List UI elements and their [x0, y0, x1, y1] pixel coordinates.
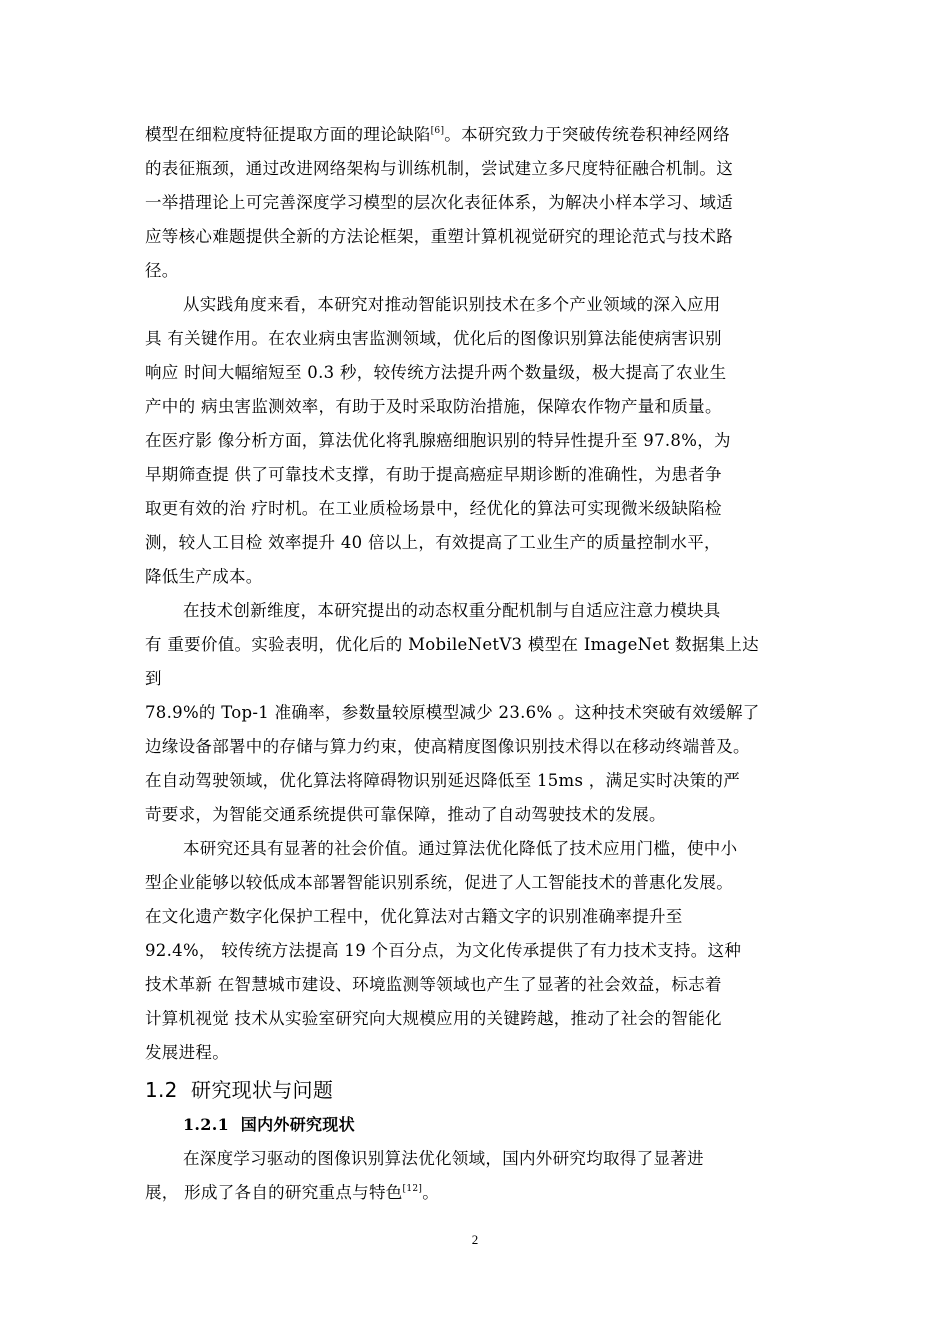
text-line: 发展进程。: [145, 1043, 229, 1062]
text-line: 测，较人工目检 效率提升 40 倍以上，有效提高了工业生产的质量控制水平，: [145, 533, 721, 552]
text-line: 78.9%的 Top-1 准确率，参数量较原模型减少 23.6% 。这种技术突破有效缓解了: [145, 703, 760, 722]
text-line: 具 有关键作用。在农业病虫害监测领域，优化后的图像识别算法能使病害识别: [145, 329, 722, 348]
text-line: 92.4%， 较传统方法提高 19 个百分点，为文化传承提供了有力技术支持。这种: [145, 941, 742, 960]
paragraph-5: [145, 1142, 825, 1210]
subsection-heading: [145, 1108, 825, 1142]
text-line: 从实践角度来看，本研究对推动智能识别技术在多个产业领域的深入应用: [183, 295, 721, 314]
text-line: 的表征瓶颈，通过改进网络架构与训练机制，尝试建立多尺度特征融合机制。这: [145, 159, 733, 178]
text-line: 一举措理论上可完善深度学习模型的层次化表征体系，为解决小样本学习、域适: [145, 193, 733, 212]
section-heading: [145, 1072, 825, 1108]
text-line: 型企业能够以较低成本部署智能识别系统，促进了人工智能技术的普惠化发展。: [145, 873, 733, 892]
citation-ref: [12]: [402, 1184, 423, 1194]
text-line: 在文化遗产数字化保护工程中，优化算法对古籍文字的识别准确率提升至: [145, 907, 683, 926]
paragraph-4: [145, 832, 825, 1070]
text-line: 应等核心难题提供全新的方法论框架，重塑计算机视觉研究的理论范式与技术路: [145, 227, 733, 246]
text-line: 在自动驾驶领域，优化算法将障碍物识别延迟降低至 15ms ，满足实时决策的严: [145, 771, 740, 790]
page-number: 2: [471, 1232, 479, 1247]
text-line: 到: [145, 669, 162, 688]
text-line: 边缘设备部署中的存储与算力约束，使高精度图像识别技术得以在移动终端普及。: [145, 737, 750, 756]
text-line: 苛要求，为智能交通系统提供可靠保障，推动了自动驾驶技术的发展。: [145, 805, 666, 824]
text-line: 模型在细粒度特征提取方面的理论缺陷[6]。本研究致力于突破传统卷积神经网络: [145, 125, 730, 144]
text-line: 在深度学习驱动的图像识别算法优化领域，国内外研究均取得了显著进: [183, 1149, 704, 1168]
text-line: 技术革新 在智慧城市建设、环境监测等领域也产生了显著的社会效益，标志着: [145, 975, 722, 994]
citation-ref: [6]: [430, 126, 445, 136]
subsection-title: 国内外研究现状: [240, 1115, 355, 1134]
text-line: 产中的 病虫害监测效率，有助于及时采取防治措施，保障农作物产量和质量。: [145, 397, 722, 416]
text-line: 计算机视觉 技术从实验室研究向大规模应用的关键跨越，推动了社会的智能化: [145, 1009, 722, 1028]
text-line: 响应 时间大幅缩短至 0.3 秒，较传统方法提升两个数量级，极大提高了农业生: [145, 363, 727, 382]
text-line: 取更有效的治 疗时机。在工业质检场景中，经优化的算法可实现微米级缺陷检: [145, 499, 722, 518]
body-text: [145, 118, 825, 1210]
text-line: 在医疗影 像分析方面，算法优化将乳腺癌细胞识别的特异性提升至 97.8%，为: [145, 431, 731, 450]
text-line: 在技术创新维度，本研究提出的动态权重分配机制与自适应注意力模块具: [183, 601, 721, 620]
text-line: 径。: [145, 261, 179, 280]
text-line: 展， 形成了各自的研究重点与特色[12]。: [145, 1183, 440, 1202]
section-title: 研究现状与问题: [191, 1078, 334, 1102]
text-line: 早期筛查提 供了可靠技术支撑，有助于提高癌症早期诊断的准确性，为患者争: [145, 465, 722, 484]
text-line: 本研究还具有显著的社会价值。通过算法优化降低了技术应用门槛，使中小: [183, 839, 738, 858]
text-line: 有 重要价值。实验表明，优化后的 MobileNetV3 模型在 ImageNet 数据集上达: [145, 635, 759, 654]
subsection-number: 1.2.1: [183, 1115, 230, 1134]
text-line: 降低生产成本。: [145, 567, 263, 586]
paragraph-3: [145, 594, 825, 832]
paragraph-1: [145, 118, 825, 288]
paragraph-2: [145, 288, 825, 594]
section-number: 1.2: [145, 1078, 178, 1102]
